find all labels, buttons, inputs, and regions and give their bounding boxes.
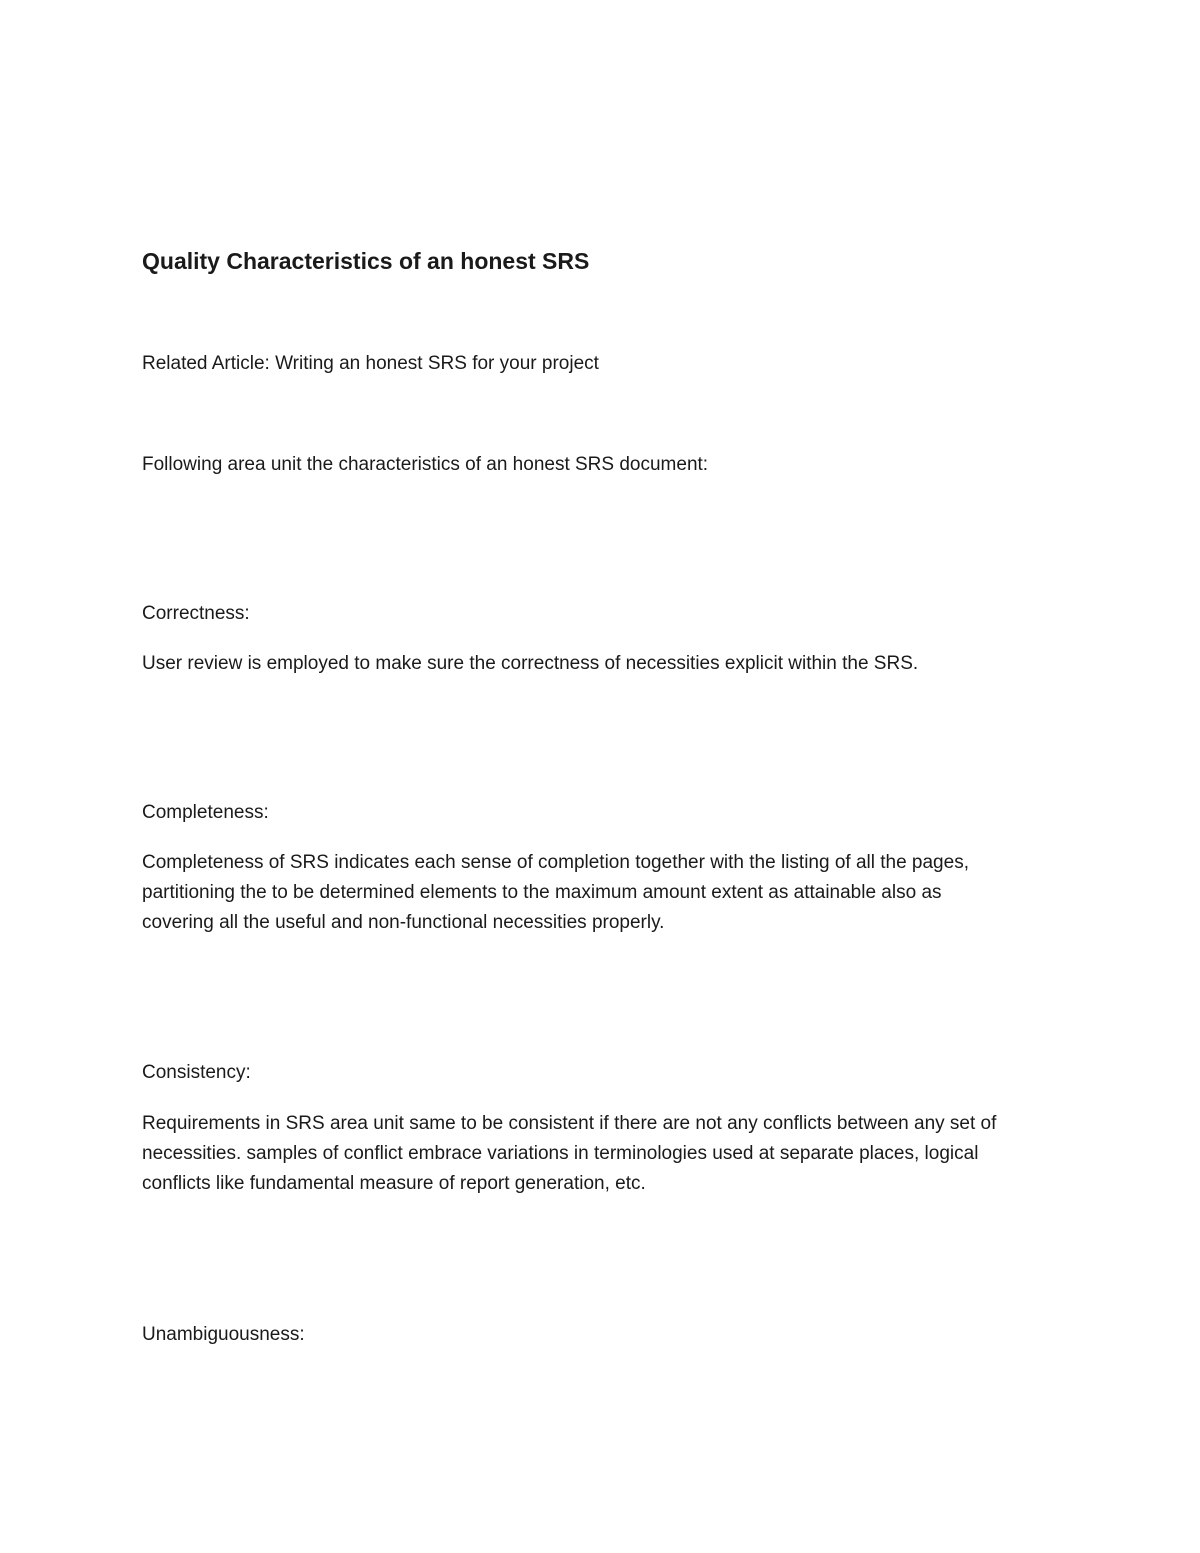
section-heading-unambiguousness: Unambiguousness: [142,1324,305,1345]
section-body-line: Completeness of SRS indicates each sense of completion together with the listing of all the pages, [142,852,969,873]
related-article-text: Related Article: Writing an honest SRS for your project [142,353,599,374]
section-body-line: Requirements in SRS area unit same to be consistent if there are not any conflicts between any set of [142,1113,997,1134]
document-title: Quality Characteristics of an honest SRS [142,248,590,274]
section-body-line: User review is employed to make sure the correctness of necessities explicit within the SRS. [142,653,919,674]
section-body-line: partitioning the to be determined elements to the maximum amount extent as attainable also as [142,882,942,903]
section-body-line: necessities. samples of conflict embrace variations in terminologies used at separate places, logical [142,1143,979,1164]
section-heading-correctness: Correctness: [142,603,250,624]
section-body-line: covering all the useful and non-functional necessities properly. [142,912,665,933]
section-heading-consistency: Consistency: [142,1062,251,1083]
section-heading-completeness: Completeness: [142,802,269,823]
section-body-line: conflicts like fundamental measure of report generation, etc. [142,1173,646,1194]
intro-paragraph: Following area unit the characteristics of an honest SRS document: [142,454,709,475]
